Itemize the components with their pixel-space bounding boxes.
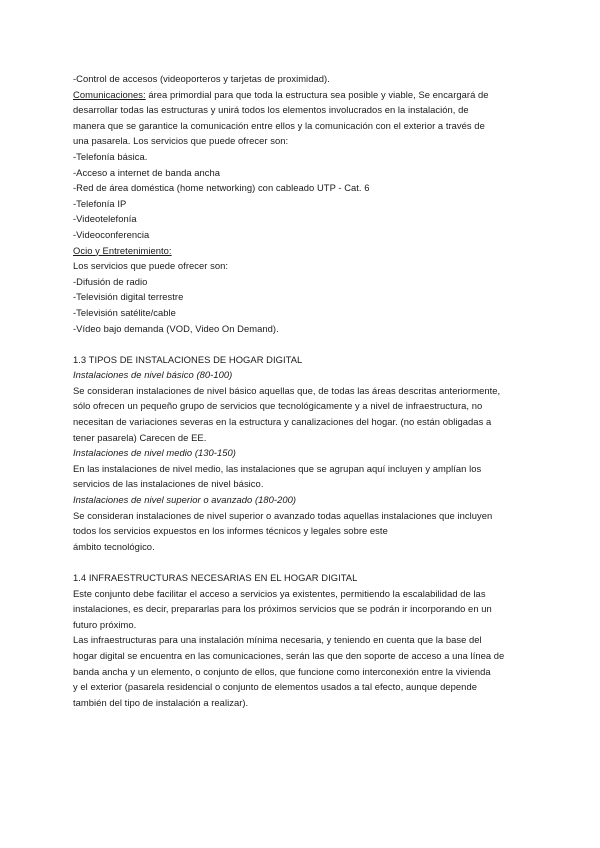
- comunicaciones-title: Comunicaciones:: [73, 88, 146, 100]
- list-item: -Televisión satélite/cable: [73, 306, 176, 318]
- section-heading-tipos: 1.3 TIPOS DE INSTALACIONES DE HOGAR DIGITAL: [73, 353, 303, 365]
- section-gap: [73, 336, 533, 352]
- subtitle-nivel-medio: Instalaciones de nivel medio (130-150): [73, 447, 236, 459]
- subtitle-nivel-superior: Instalaciones de nivel superior o avanzado (180-200): [73, 494, 297, 506]
- subtitle-nivel-basico: Instalaciones de nivel básico (80-100): [73, 369, 233, 381]
- list-item: -Acceso a internet de banda ancha: [73, 166, 221, 178]
- paragraph-line: En las instalaciones de nivel medio, las instalaciones que se agrupan aquí incluyen y amplían los: [73, 462, 482, 474]
- list-item: -Vídeo bajo demanda (VOD, Video On Demand).: [73, 322, 279, 334]
- list-item: -Telefonía básica.: [73, 150, 148, 162]
- document-page: [73, 71, 533, 710]
- paragraph-line: hogar digital se encuentra en las comunicaciones, serán las que den soporte de acceso a una línea de: [73, 649, 505, 661]
- comunicaciones-intro-line-2: desarrollar todas las estructuras y unirá todos los elementos involucrados en la instalación, de: [73, 104, 469, 116]
- paragraph-line: Se consideran instalaciones de nivel superior o avanzado todas aquellas instalaciones que incluyen: [73, 509, 493, 521]
- list-item: -Difusión de radio: [73, 275, 148, 287]
- paragraph-line: y el exterior (pasarela residencial o conjunto de elementos usados a tal efecto, aunque depende: [73, 681, 477, 693]
- section-heading-infraestructuras: 1.4 INFRAESTRUCTURAS NECESARIAS EN EL HOGAR DIGITAL: [73, 572, 358, 583]
- control-accesos-line: -Control de accesos (videoporteros y tarjetas de proximidad).: [73, 73, 330, 84]
- paragraph-line: necesitan de variaciones severas en la estructura y canalizaciones del hogar. (no están obligadas a: [73, 416, 492, 428]
- comunicaciones-intro-line-1: [73, 87, 533, 103]
- comunicaciones-intro-line-3: manera que se garantice la comunicación entre ellos y la comunicación con el exterior a través de: [73, 119, 485, 131]
- list-item: -Telefonía IP: [73, 197, 127, 209]
- list-item: -Videoconferencia: [73, 228, 150, 240]
- list-item: -Videotelefonía: [73, 213, 137, 225]
- paragraph-line: futuro próximo.: [73, 618, 137, 630]
- list-item: -Red de área doméstica (home networking) con cableado UTP - Cat. 6: [73, 182, 370, 194]
- paragraph-line: sólo ofrecen un pequeño grupo de servicios que tecnológicamente y a nivel de infraestructura, no: [73, 400, 483, 412]
- ocio-title: Ocio y Entretenimiento:: [73, 244, 172, 256]
- paragraph-line: instalaciones, es decir, prepararlas para los próximos servicios que se podrán ir incorporando en un: [73, 603, 492, 615]
- comunicaciones-intro-text: área primordial para que toda la estructura sea posible y viable, Se encargará de: [145, 88, 489, 100]
- paragraph-line: ámbito tecnológico.: [73, 540, 155, 552]
- paragraph-line: tener pasarela) Carecen de EE.: [73, 431, 207, 443]
- ocio-intro: Los servicios que puede ofrecer son:: [73, 260, 229, 272]
- comunicaciones-intro-line-4: una pasarela. Los servicios que puede ofrecer son:: [73, 135, 289, 147]
- paragraph-line: Las infraestructuras para una instalación mínima necesaria, y teniendo en cuenta que la base del: [73, 634, 482, 646]
- paragraph-line: todos los servicios expuestos en los informes técnicos y legales sobre este: [73, 525, 388, 537]
- paragraph-line: banda ancha y un elemento, o conjunto de ellos, que funcione como interconexión entre la vivienda: [73, 665, 491, 677]
- list-item: -Televisión digital terrestre: [73, 291, 184, 303]
- paragraph-line: Este conjunto debe facilitar el acceso a servicios ya existentes, permitiendo la escalabilidad de las: [73, 587, 486, 599]
- section-gap: [73, 554, 533, 570]
- paragraph-line: Se consideran instalaciones de nivel básico aquellas que, de todas las áreas descritas anteriormente,: [73, 384, 501, 396]
- paragraph-line: también del tipo de instalación a realizar).: [73, 696, 249, 708]
- paragraph-line: servicios de las instalaciones de nivel básico.: [73, 478, 264, 490]
